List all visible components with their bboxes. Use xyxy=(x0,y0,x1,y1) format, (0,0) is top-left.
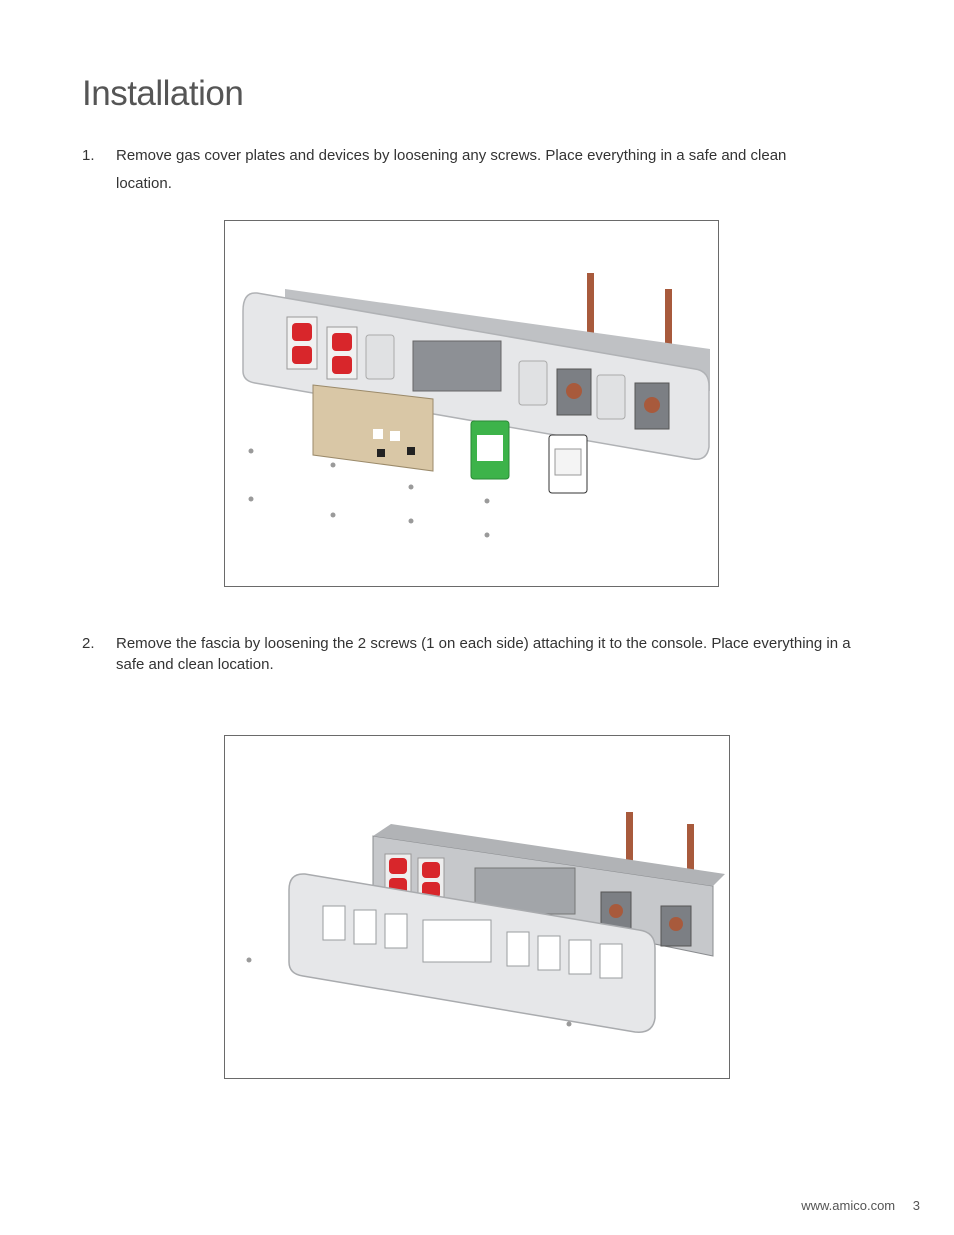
figure-fascia-removed xyxy=(224,735,730,1079)
console-fascia-illustration xyxy=(225,736,729,1078)
step-number: 1. xyxy=(82,147,95,164)
page-number: 3 xyxy=(912,1198,920,1213)
figure-console-exploded xyxy=(224,220,719,587)
data-plate xyxy=(313,385,433,471)
receptacle-1 xyxy=(287,317,317,369)
open-opening xyxy=(413,341,501,391)
step-number: 2. xyxy=(82,635,95,652)
blank-plate xyxy=(597,375,625,419)
footer-url[interactable]: www.amico.com xyxy=(801,1198,896,1213)
blank-plate xyxy=(519,361,547,405)
step-text: Remove the fascia by loosening the 2 screws (1 on each side) attaching it to the console. Place everything in a safe and clean location. xyxy=(116,635,851,673)
page-footer xyxy=(801,1198,920,1213)
blank-plate xyxy=(366,335,394,379)
step-text: Remove gas cover plates and devices by loosening any screws. Place everything in a safe and clean location. xyxy=(116,147,787,192)
receptacle-2 xyxy=(327,327,357,379)
console-illustration xyxy=(225,221,718,586)
page-title: Installation xyxy=(82,74,244,113)
